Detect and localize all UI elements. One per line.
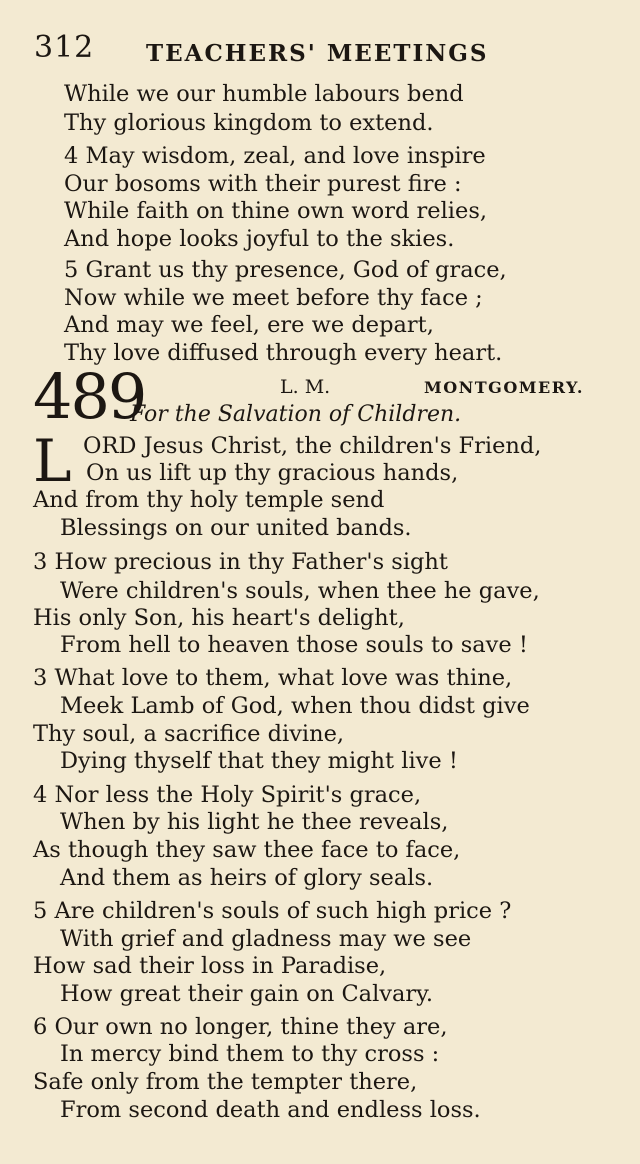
- verse-line: 5 Grant us thy presence, God of grace,: [64, 257, 507, 283]
- drop-cap: L: [33, 427, 72, 495]
- verse-line: And hope looks joyful to the skies.: [64, 226, 455, 252]
- hymn-author: MONTGOMERY.: [424, 378, 584, 397]
- verse-line: How sad their loss in Paradise,: [33, 953, 387, 979]
- verse-line: From hell to heaven those souls to save !: [60, 632, 528, 658]
- verse-line: 6 Our own no longer, thine they are,: [33, 1014, 448, 1040]
- hymn-meter: L. M.: [280, 376, 331, 398]
- verse-line: Safe only from the tempter there,: [33, 1069, 418, 1095]
- hymn-title: For the Salvation of Children.: [130, 402, 462, 427]
- verse-line: Meek Lamb of God, when thou didst give: [60, 693, 530, 719]
- verse-line: His only Son, his heart's delight,: [33, 605, 405, 631]
- verse-line: Thy soul, a sacrifice divine,: [33, 721, 345, 747]
- verse-line: ORD Jesus Christ, the children's Friend,: [83, 433, 542, 459]
- verse-line: When by his light he thee reveals,: [60, 809, 449, 835]
- verse-line: Thy love diffused through every heart.: [64, 340, 503, 366]
- verse-line: In mercy bind them to thy cross :: [60, 1041, 440, 1067]
- verse-line: As though they saw thee face to face,: [33, 837, 461, 863]
- page-number: 312: [34, 30, 95, 65]
- verse-line: 3 What love to them, what love was thine,: [33, 665, 513, 691]
- verse-line: And them as heirs of glory seals.: [60, 865, 434, 891]
- verse-line: Were children's souls, when thee he gave,: [60, 578, 540, 604]
- page-header: [34, 30, 620, 70]
- verse-line: 3 How precious in thy Father's sight: [33, 549, 448, 575]
- verse-line: On us lift up thy gracious hands,: [86, 460, 459, 486]
- verse-line: And from thy holy temple send: [33, 487, 385, 513]
- verse-line: How great their gain on Calvary.: [60, 981, 434, 1007]
- verse-line: While faith on thine own word relies,: [64, 198, 488, 224]
- verse-line: From second death and endless loss.: [60, 1097, 481, 1123]
- verse-line: And may we feel, ere we depart,: [64, 312, 434, 338]
- verse-line: Thy glorious kingdom to extend.: [64, 110, 434, 136]
- verse-line: While we our humble labours bend: [64, 81, 464, 107]
- verse-line: 4 May wisdom, zeal, and love inspire: [64, 143, 486, 169]
- verse-line: 4 Nor less the Holy Spirit's grace,: [33, 782, 422, 808]
- verse-line: 5 Are children's souls of such high price ?: [33, 898, 512, 924]
- verse-line: Now while we meet before thy face ;: [64, 285, 483, 311]
- verse-line: With grief and gladness may we see: [60, 926, 472, 952]
- verse-line: Blessings on our united bands.: [60, 515, 412, 541]
- verse-line: Dying thyself that they might live !: [60, 748, 458, 774]
- running-title: TEACHERS' MEETINGS: [146, 40, 489, 67]
- verse-line: Our bosoms with their purest fire :: [64, 171, 462, 197]
- hymn-number: 489: [33, 360, 146, 433]
